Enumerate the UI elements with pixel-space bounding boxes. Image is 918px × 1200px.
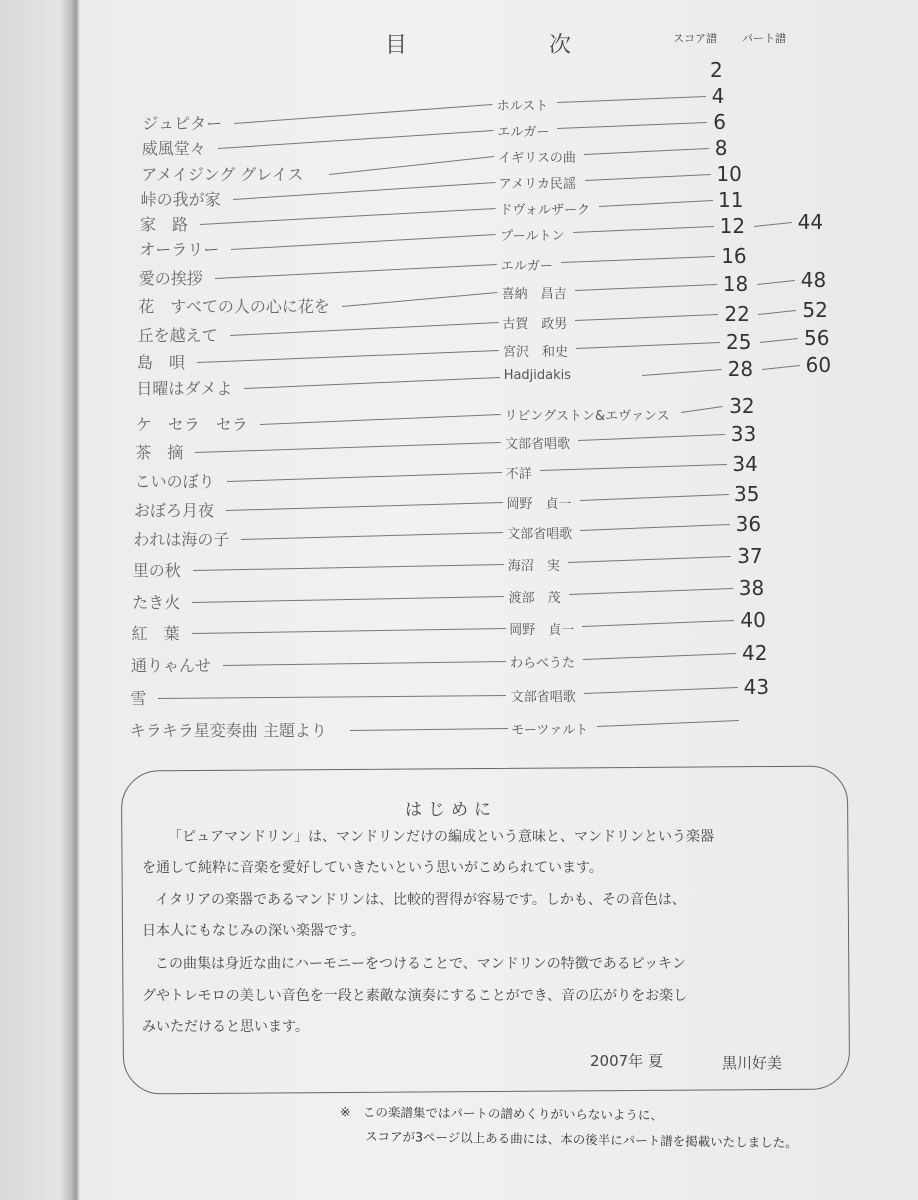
leader-line	[575, 284, 717, 291]
score-page-number: 34	[732, 452, 758, 476]
leader-line	[582, 620, 734, 627]
leader-line	[573, 226, 713, 233]
song-title: 雪	[130, 689, 147, 708]
intro-heading: はじめに	[405, 800, 497, 820]
song-title: 丘を越えて	[137, 326, 218, 345]
intro-paragraph: を通して純粋に音楽を愛好していきたいという思いがこめられています。	[142, 860, 603, 876]
leader-line	[193, 564, 504, 571]
score-page-number: 32	[729, 394, 755, 418]
leader-line	[158, 695, 506, 699]
score-page-number: 40	[740, 608, 766, 632]
song-title: われは海の子	[133, 530, 230, 549]
leader-line	[223, 661, 506, 666]
leader-line	[569, 588, 733, 595]
composer: プールトン	[500, 229, 565, 244]
composer: 渡部 茂	[508, 591, 561, 606]
composer: Hadjidakis	[503, 368, 572, 383]
song-title: こいのぼり	[134, 472, 215, 491]
score-page-number: 25	[726, 330, 752, 354]
intro-paragraph: 「ピュアマンドリン」は、マンドリンだけの編成という意味と、マンドリンという楽器	[168, 829, 714, 845]
intro-paragraph: みいただけると思います。	[142, 1019, 309, 1035]
score-page-number: 37	[737, 544, 763, 568]
leader-line	[557, 122, 707, 129]
song-title: 峠の我が家	[140, 190, 221, 209]
leader-line	[215, 264, 497, 279]
score-page-number: 36	[735, 512, 762, 536]
song-title: ジュピター	[142, 114, 223, 133]
score-page-number: 38	[738, 576, 765, 600]
composer: 岡野 貞一	[506, 497, 572, 512]
score-page-number: 10	[716, 162, 742, 186]
song-title: 花 すべての人の心に花を	[138, 297, 330, 316]
leader-line	[218, 130, 494, 149]
leader-line	[192, 628, 506, 634]
song-title: 茶 摘	[135, 443, 184, 462]
song-title: 日曜はダメよ	[136, 379, 233, 398]
song-title: キラキラ星変奏曲 主題より	[129, 721, 327, 740]
song-title: 愛の挨拶	[138, 269, 203, 288]
composer: 古賀 政男	[502, 317, 568, 332]
leader-line	[197, 350, 499, 363]
part-page-number: 44	[797, 210, 824, 234]
leader-line	[642, 369, 722, 376]
composer: わらべうた	[510, 656, 576, 671]
leader-line	[192, 596, 504, 603]
leader-line	[260, 414, 501, 425]
leader-line	[578, 434, 725, 441]
part-page-number: 52	[802, 298, 828, 322]
score-page-number: 28	[727, 357, 754, 381]
composer: ドヴォルザーク	[499, 203, 590, 218]
leader-line	[200, 208, 496, 225]
song-title: 里の秋	[132, 561, 181, 580]
song-title: 島 唄	[137, 353, 186, 372]
leader-line	[580, 524, 729, 531]
composer: リビングストン&エヴァンス	[504, 409, 670, 424]
composer: 岡野 貞一	[509, 623, 575, 638]
signature-date: 2007年 夏	[590, 1052, 663, 1070]
leader-line	[227, 472, 502, 482]
score-page-number: 12	[719, 214, 746, 238]
intro-paragraph: イタリアの楽器であるマンドリンは、比較的習得が容易です。しかも、その音色は、	[155, 892, 686, 908]
leader-line	[599, 200, 713, 207]
leader-line	[557, 96, 706, 103]
part-column-header: パート譜	[742, 32, 786, 45]
leader-line	[760, 338, 798, 343]
intro-paragraph: 日本人にもなじみの深い楽器です。	[142, 923, 365, 939]
leader-line	[597, 720, 739, 727]
leader-line	[561, 256, 715, 263]
leader-line	[584, 148, 709, 155]
leader-line	[540, 464, 727, 471]
song-title: オーラリー	[139, 240, 220, 259]
score-page-number: 22	[724, 302, 750, 326]
composer: エルガー	[497, 125, 550, 140]
leader-line	[231, 234, 496, 250]
song-title: おぼろ月夜	[134, 501, 215, 520]
leader-line	[342, 292, 497, 307]
song-title: アメイジング グレイス	[141, 165, 304, 184]
leader-line	[568, 556, 731, 563]
signature-name: 黒川好美	[722, 1054, 783, 1072]
leader-line	[350, 728, 508, 731]
song-title: 通りゃんせ	[131, 656, 212, 675]
composer: 文部省唱歌	[510, 690, 576, 705]
toc-title: 目 次	[385, 33, 632, 58]
score-page-number: 18	[722, 272, 749, 296]
composer: 海沼 実	[507, 559, 560, 574]
leader-line	[681, 406, 723, 413]
score-page-number: 33	[730, 422, 757, 446]
song-title: 威風堂々	[141, 139, 206, 158]
composer: 喜納 昌吉	[501, 287, 567, 302]
score-page-number: 11	[718, 188, 744, 212]
intro-paragraph: グやトレモロの美しい音色を一段と素敵な演奏にすることができ、音の広がりをお楽し	[142, 988, 688, 1004]
composer: ホルスト	[496, 99, 549, 114]
score-page-number: 35	[734, 482, 760, 506]
footnote-line-2: スコアが3ページ以上ある曲には、本の後半にパート譜を掲載いたしました。	[364, 1128, 798, 1151]
song-title: 紅 葉	[131, 624, 180, 643]
part-page-number: 56	[804, 326, 830, 350]
score-page-number: 4	[711, 84, 725, 108]
leader-line	[195, 442, 501, 453]
score-page-number: 43	[743, 675, 770, 699]
composer: 宮沢 和史	[503, 345, 569, 360]
composer: 不詳	[505, 467, 532, 482]
leader-line	[241, 532, 503, 540]
leader-line	[226, 502, 503, 511]
leader-line	[757, 280, 795, 285]
composer: イギリスの曲	[498, 151, 576, 166]
composer: モーツァルト	[511, 723, 589, 738]
leader-line	[230, 322, 499, 336]
leader-line	[584, 687, 738, 694]
leader-line	[234, 104, 492, 124]
song-title: 家 路	[140, 215, 189, 234]
leader-line	[762, 365, 800, 370]
leader-line	[580, 494, 729, 501]
leader-line	[583, 653, 736, 660]
leader-line	[585, 174, 711, 181]
leader-line	[244, 377, 499, 389]
composer: アメリカ民謡	[498, 177, 576, 192]
score-page-number: 8	[714, 136, 728, 160]
footnote-line-1: ※ この楽譜集ではパートの譜めくりがいらないように、	[339, 1104, 664, 1123]
score-page-number: 2	[710, 58, 723, 82]
score-column-header: スコア譜	[673, 32, 717, 45]
leader-line	[575, 314, 718, 321]
composer: エルガー	[500, 259, 553, 274]
score-page-number: 42	[742, 641, 768, 665]
song-title: たき火	[132, 593, 181, 612]
song-title: ケ セラ セラ	[135, 415, 248, 434]
score-page-number: 6	[713, 110, 726, 134]
intro-paragraph: この曲集は身近な曲にハーモニーをつけることで、マンドリンの特徴であるピッキン	[155, 956, 687, 972]
part-page-number: 48	[800, 268, 827, 292]
leader-line	[576, 342, 720, 349]
composer: 文部省唱歌	[507, 527, 573, 542]
composer: 文部省唱歌	[505, 437, 571, 452]
part-page-number: 60	[805, 353, 832, 377]
leader-line	[758, 310, 796, 315]
leader-line	[329, 156, 494, 175]
leader-line	[754, 222, 792, 227]
score-page-number: 16	[721, 244, 747, 268]
